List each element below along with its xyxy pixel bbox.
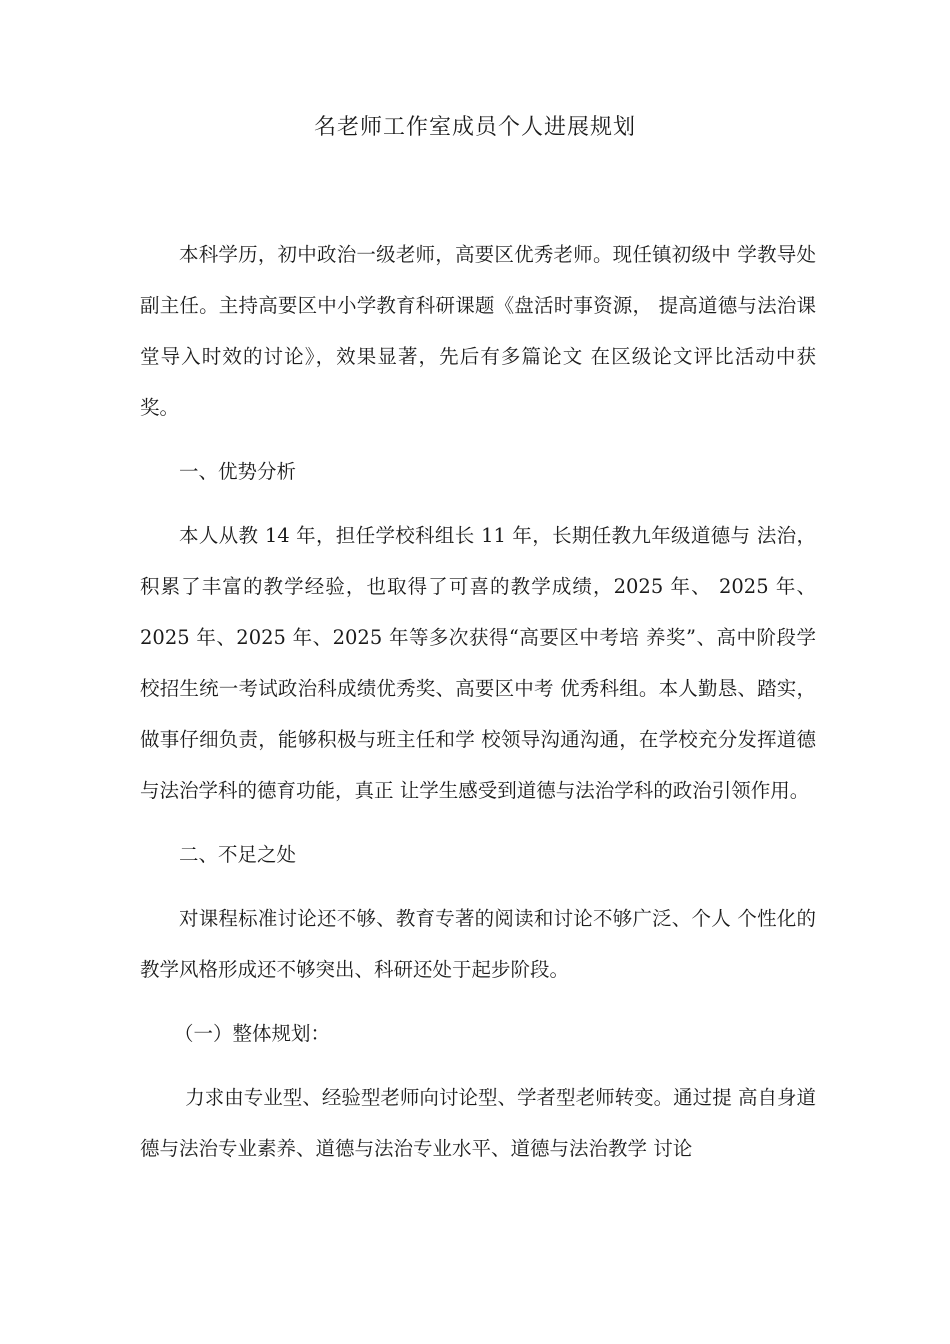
intro-paragraph: 本科学历，初中政治一级老师，高要区优秀老师。现任镇初级中 学教导处副主任。主持高要区中小学教育科研课题《盘活时事资源， 提高道德与法治课堂导入时效的讨论》，效果显著，先后有多篇论文 在区级论文评比活动中获奖。 bbox=[140, 243, 816, 419]
section-heading-strengths: 一、优势分析 bbox=[179, 460, 297, 483]
document-body bbox=[140, 229, 816, 1174]
document-title: 名老师工作室成员个人进展规划 bbox=[313, 115, 636, 140]
strengths-paragraph: 本人从教 14 年，担任学校科组长 11 年，长期任教九年级道德与 法治，积累了丰富的教学经验，也取得了可喜的教学成绩，2025 年、 2025 年、2025 年、2025 年、2025 年等多次获得“高要区中考培 养奖”、高中阶段学校招生统一考试政治科成绩优秀奖、高要区中考 优秀科组。本人勤恳、踏实，做事仔细负责，能够积极与班主任和学 校领导沟通沟通，在学校充分发挥道德与法治学科的德育功能，真正 让学生感受到道德与法治学科的政治引领作用。 bbox=[140, 524, 816, 802]
section-heading-weaknesses: 二、不足之处 bbox=[179, 843, 297, 866]
subsection-heading-overall-plan: （一）整体规划： bbox=[174, 1022, 331, 1045]
overall-plan-paragraph: 力求由专业型、经验型老师向讨论型、学者型老师转变。通过提 高自身道德与法治专业素养、道德与法治专业水平、道德与法治教学 讨论 bbox=[140, 1086, 816, 1160]
weaknesses-paragraph: 对课程标准讨论还不够、教育专著的阅读和讨论不够广泛、个人 个性化的教学风格形成还不够突出、科研还处于起步阶段。 bbox=[140, 907, 816, 981]
